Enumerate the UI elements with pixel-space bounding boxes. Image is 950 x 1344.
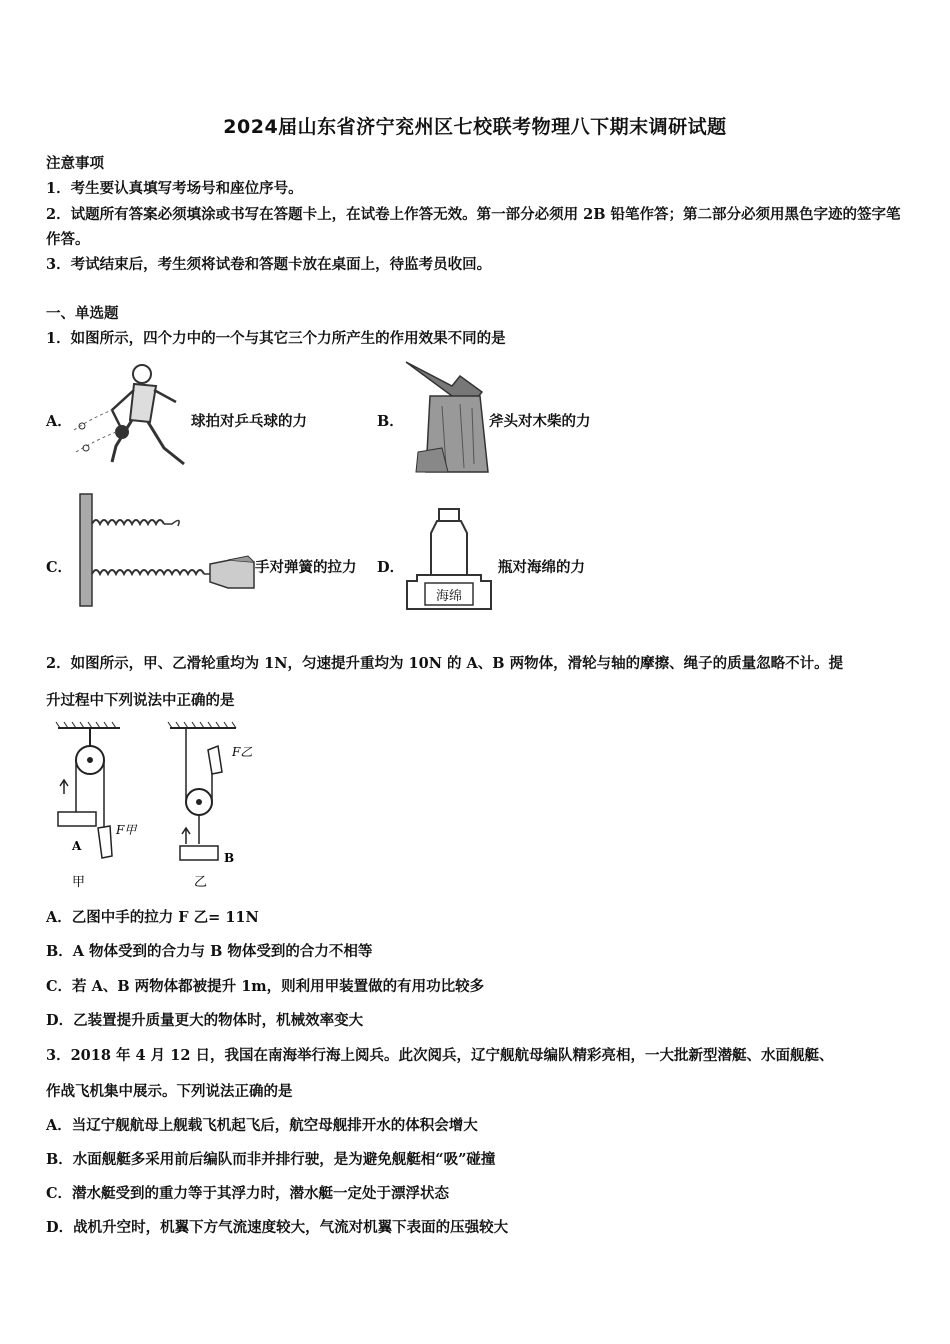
figure-yi-label: 乙	[194, 875, 208, 890]
question-1-stem: 1．如图所示，四个力中的一个与其它三个力所产生的作用效果不同的是	[46, 330, 506, 347]
section-heading: 一、单选题	[46, 305, 119, 322]
question-3-stem-line-2: 作战飞机集中展示。下列说法正确的是	[46, 1083, 293, 1100]
question-2-stem-line-1: 2．如图所示，甲、乙滑轮重均为 1N，匀速提升重均为 10N 的 A、B 两物体，滑轮与轴的摩擦、绳子的质量忽略不计。提	[46, 655, 844, 672]
notice-heading: 注意事项	[46, 155, 104, 172]
page-title: 2024届山东省济宁兖州区七校联考物理八下期末调研试题	[223, 116, 727, 138]
spring-stretched-by-hand-image	[78, 490, 256, 610]
q3-option-a: A．当辽宁舰航母上舰载飞机起飞后，航空母舰排开水的体积会增大	[46, 1117, 478, 1134]
q1-option-c-text: 手对弹簧的拉力	[255, 559, 357, 576]
object-b-label: B	[224, 851, 235, 865]
question-2-stem-line-2: 升过程中下列说法中正确的是	[46, 692, 235, 709]
object-a-label: A	[72, 839, 82, 853]
force-jia-label: F甲	[116, 823, 137, 837]
notice-item-3: 3．考试结束后，考生须将试卷和答题卡放在桌面上，待监考员收回。	[46, 256, 492, 273]
q1-option-d-text: 瓶对海绵的力	[498, 559, 585, 576]
notice-item-2: 2．试题所有答案必须填涂或书写在答题卡上，在试卷上作答无效。第一部分必须用 2B 铅笔作答；第二部分必须用黑色字迹的签字笔作答。	[46, 206, 901, 248]
q3-option-b: B．水面舰艇多采用前后编队而非并排行驶，是为避免舰艇相“吸”碰撞	[46, 1151, 496, 1168]
q2-option-c: C．若 A、B 两物体都被提升 1m，则利用甲装置做的有用功比较多	[46, 978, 485, 995]
q3-option-c: C．潜水艇受到的重力等于其浮力时，潜水艇一定处于漂浮状态	[46, 1185, 450, 1202]
ping-pong-player-image	[72, 360, 192, 475]
pulley-diagram	[52, 716, 257, 896]
q2-option-a: A．乙图中手的拉力 F 乙= 11N	[46, 909, 259, 926]
bottle-on-sponge-image	[403, 505, 495, 613]
q1-option-b-letter: B．	[377, 413, 404, 430]
q2-option-b: B．A 物体受到的合力与 B 物体受到的合力不相等	[46, 943, 373, 960]
question-3-stem-line-1: 3．2018 年 4 月 12 日，我国在南海举行海上阅兵。此次阅兵，辽宁舰航母编队精彩亮相，一大批新型潜艇、水面舰艇、	[46, 1047, 834, 1064]
axe-splitting-wood-image	[402, 356, 490, 474]
q2-option-d: D．乙装置提升质量更大的物体时，机械效率变大	[46, 1012, 364, 1029]
notice-item-1: 1．考生要认真填写考场号和座位序号。	[46, 180, 303, 197]
q1-option-d-letter: D．	[377, 559, 405, 576]
q3-option-d: D．战机升空时，机翼下方气流速度较大，气流对机翼下表面的压强较大	[46, 1219, 509, 1236]
q1-option-a-text: 球拍对乒乓球的力	[191, 413, 307, 430]
force-yi-label: F乙	[232, 745, 253, 759]
sponge-label: 海绵	[435, 589, 463, 604]
q1-option-a-letter: A．	[46, 413, 72, 430]
figure-jia-label: 甲	[72, 875, 86, 890]
q1-option-b-text: 斧头对木柴的力	[489, 413, 591, 430]
q1-option-c-letter: C．	[46, 559, 73, 576]
